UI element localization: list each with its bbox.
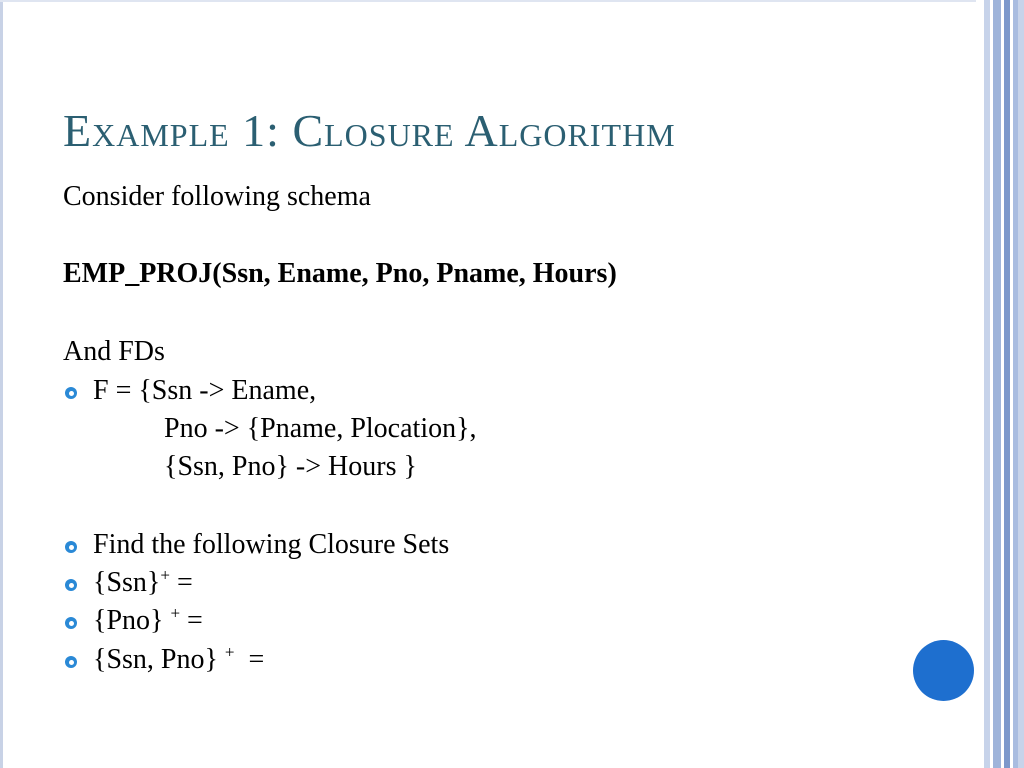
bullet-icon <box>65 656 77 668</box>
bullet-icon <box>65 541 77 553</box>
decorative-circle <box>913 640 974 701</box>
closure-ssn-pno-equals: = <box>234 644 265 675</box>
fd-line-2: Pno -> {Pname, Plocation}, <box>164 413 477 444</box>
fd-heading: And FDs <box>63 336 165 367</box>
closure-ssn-pno <box>93 643 264 677</box>
slide-left-border <box>0 0 3 768</box>
closure-pno-base: {Pno} <box>93 605 171 636</box>
closure-ssn-base: {Ssn} <box>93 567 161 598</box>
closure-ssn-equals: = <box>169 567 193 598</box>
schema-text: EMP_PROJ(Ssn, Ename, Pno, Pname, Hours) <box>63 258 617 289</box>
slide-top-border <box>0 0 1024 2</box>
fd-line-3: {Ssn, Pno} -> Hours } <box>164 451 417 482</box>
closure-pno <box>93 604 203 638</box>
decorative-stripes <box>976 0 1024 768</box>
intro-text: Consider following schema <box>63 181 371 212</box>
fd-line-1: F = {Ssn -> Ename, <box>93 375 317 406</box>
closure-ssn-plus: + <box>160 565 170 585</box>
bullet-icon <box>65 387 77 399</box>
bullet-icon <box>65 579 77 591</box>
find-text: Find the following Closure Sets <box>93 529 450 560</box>
closure-ssn-pno-plus: + <box>224 642 235 662</box>
closure-pno-equals: = <box>180 605 203 636</box>
bullet-icon <box>65 617 77 629</box>
slide-title: Example 1: Closure Algorithm <box>63 105 676 156</box>
closure-ssn <box>93 566 193 600</box>
closure-ssn-pno-base: {Ssn, Pno} <box>93 644 225 675</box>
closure-pno-plus: + <box>170 603 181 623</box>
